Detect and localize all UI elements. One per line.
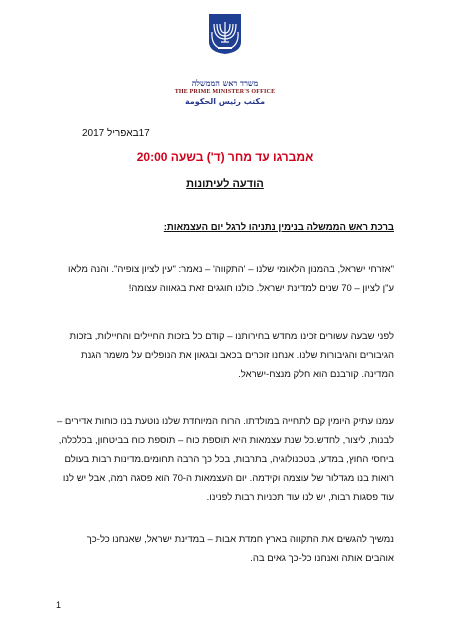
office-name-english: THE PRIME MINISTER'S OFFICE (174, 89, 276, 95)
paragraph-4: נמשיך להגשים את התקווה בארץ חמדת אבות – במדינת ישראל, שאנחנו כל-כך אוהבים אותה ואנחנו כל-כך גאים בה. (86, 534, 394, 564)
press-release-title: הודעה לעיתונות (186, 178, 264, 190)
office-name-hebrew: משרד ראש הממשלה (191, 78, 259, 88)
paragraph-3: עמנו עתיק היומין קם לתחייה במולדתו. הרוח המיוחדת שלנו נוטעת בנו כוחות אדירים – לבנות, ליצור, לחדש.כל שנת עצמאות היא תוספת כוח – תוספת כוח בביטחון, בכלכלה, ביחסי החוץ, במדע, בטכנולוגיה, בתרבות, בכל כך הרבה תחומים.מדינות רבות בעולם רואות בנו מגדלור של עוצמה וקידמה. יום העצמאות ה-70 הוא פסגה רמה, אבל יש לנו עוד פסגות רבות, יש לנו עוד תכניות רבות לפנינו. (56, 416, 394, 503)
document-date: 17באפריל 2017 (82, 128, 150, 139)
paragraph-2: לפני שבעה עשורים זכינו מחדש בחירותנו – קודם כל בזכות החיילים והחיילות, בזכות הגיבורים והגיבורות שלנו. אנחנו זוכרים בכאב ובגאון את הנופלים על משמר הגנת המדינה. קורבנם הוא חלק מנצח-ישראל. (69, 331, 394, 380)
page-number: 1 (56, 600, 62, 610)
paragraph-1: "אזרחי ישראל, בהמנון הלאומי שלנו – 'התקווה' – נאמר: "עין לציון צופיה". והנה מלאו ע"ן לציון – 70 שנים למדינת ישראל. כולנו חוגגים זאת בגאווה עצומה! (68, 264, 394, 294)
embargo-notice: אמברגו עד מחר (ד') בשעה 20:00 (136, 150, 314, 164)
state-emblem-icon (205, 12, 245, 56)
greeting-heading: ברכת ראש הממשלה בנימין נתניהו לרגל יום העצמאות: (163, 222, 394, 233)
office-name-arabic: مكتب رئيس الحكومة (184, 97, 266, 106)
office-header (0, 78, 450, 107)
